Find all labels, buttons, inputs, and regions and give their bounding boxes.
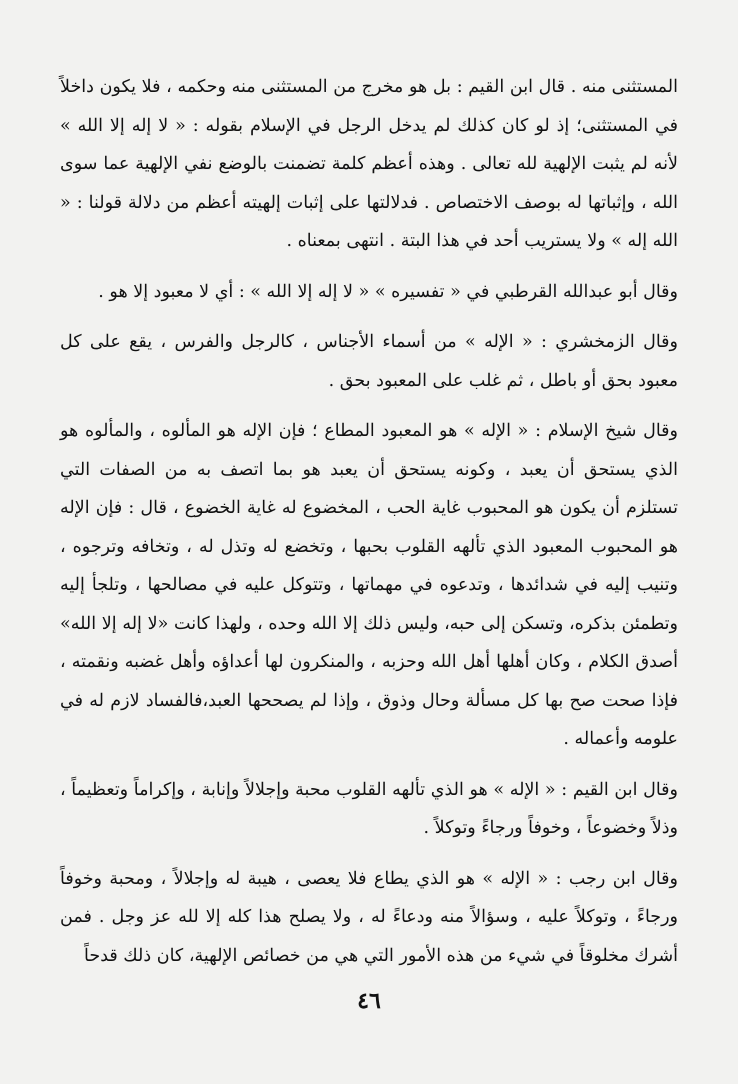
paragraph-ibn-qayyim-ilah: وقال ابن القيم : « الإله » هو الذي تألهه القلوب محبة وإجلالاً وإنابة ، وإكراماً وتعظيماً ، وذلاً وخضوعاً ، وخوفاً ورجاءً وتوكلاً . (60, 779, 678, 838)
paragraph-zamakhshari: وقال الزمخشري : « الإله » من أسماء الأجناس ، كالرجل والفرس ، يقع على كل معبود بحق أو باطل ، ثم غلب على المعبود بحق . (60, 332, 678, 391)
paragraph-ibn-qayyim-exception: المستثنى منه . قال ابن القيم : بل هو مخرج من المستثنى منه وحكمه ، فلا يكون داخلاً في المستثنى؛ إذ لو كان كذلك لم يدخل الرجل في الإسلام بقوله : « لا إله إلا الله » لأنه لم يثبت الإلهية لله تعالى . وهذه أعظم كلمة تضمنت بالوضع نفي الإلهية عما سوى الله ، وإثباتها له بوصف الاختصاص . فدلالتها على إثبات إلهيته أعظم من دلالة قولنا : « الله إله » ولا يستريب أحد في هذا البتة . انتهى بمعناه . (60, 77, 678, 251)
paragraph-qurtubi: وقال أبو عبدالله القرطبي في « تفسيره » « لا إله إلا الله » : أي لا معبود إلا هو . (98, 281, 678, 302)
paragraph-ibn-rajab: وقال ابن رجب : « الإله » هو الذي يطاع فلا يعصى ، هيبة له وإجلالاً ، ومحبة وخوفاً ورجاءً ، وتوكلاً عليه ، وسؤالاً منه ودعاءً له ، ولا يصلح هذا كله إلا لله عز وجل . فمن أشرك مخلوقاً في شيء من هذه الأمور التي هي من خصائص الإلهية، كان ذلك قدحاً (60, 868, 678, 966)
paragraph-shaykh-al-islam: وقال شيخ الإسلام : « الإله » هو المعبود المطاع ؛ فإن الإله هو المألوه ، والمألوه هو الذي يستحق أن يعبد ، وكونه يستحق أن يعبد هو بما اتصف به من الصفات التي تستلزم أن يكون هو المحبوب غاية الحب ، المخضوع له غاية الخضوع ، قال : فإن الإله هو المحبوب المعبود الذي تألهه القلوب بحبها ، وتخضع له وتذل له ، وتخافه وترجوه ، وتنيب إليه في شدائدها ، وتدعوه في مهماتها ، وتتوكل عليه في مصالحها ، وتلجأ إليه وتطمئن بذكره، وتسكن إلى حبه، وليس ذلك إلا الله وحده ، ولهذا كانت «لا إله إلا الله» أصدق الكلام ، وكان أهلها أهل الله وحزبه ، والمنكرون لها أعداؤه وأهل غضبه ونقمته ، فإذا صحت صح بها كل مسألة وحال وذوق ، وإذا لم يصححها العبد،فالفساد لازم له في علومه وأعماله . (60, 421, 678, 749)
page-number: ٤٦ (357, 988, 381, 1014)
